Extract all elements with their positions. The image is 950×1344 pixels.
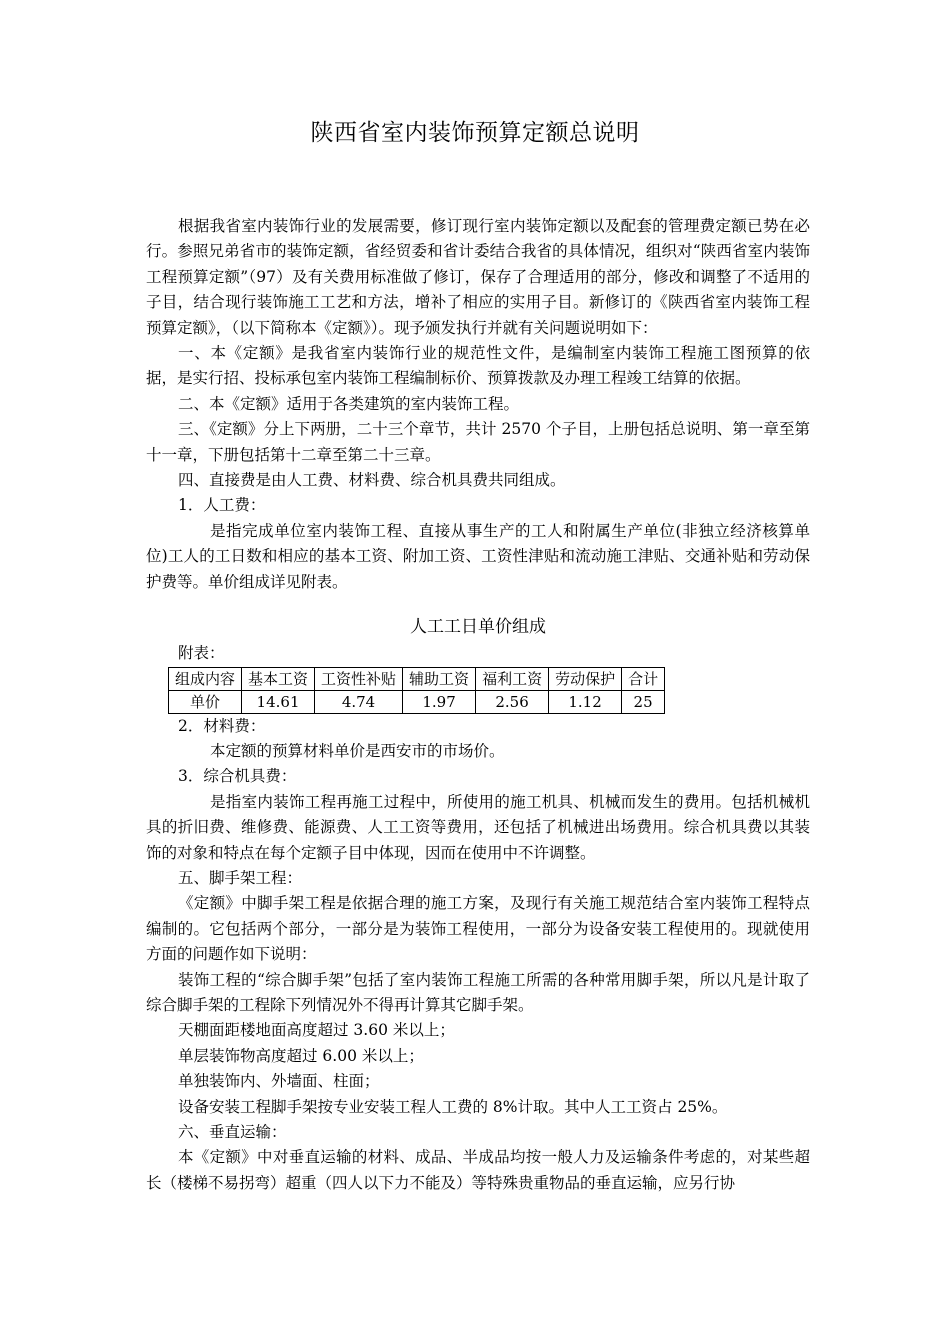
document-title: 陕西省室内装饰预算定额总说明 [310,120,640,146]
document-body [146,214,810,1196]
table-cell: 1.97 [403,690,476,713]
wage-table-caption: 附表： [178,644,225,663]
section-3-paragraph: 三、《定额》分上下两册，二十三个章节，共计 2570 个子目，上册包括总说明、第一章至第十一章，下册包括第十二章至第二十三章。 [146,420,810,464]
labor-cost-paragraph: 是指完成单位室内装饰工程、直接从事生产的工人和附属生产单位(非独立经济核算单位)工人的工日数和相应的基本工资、附加工资、工资性津贴和流动施工津贴、交通补贴和劳动保护费等。单价组成详见附表。 [146,521,810,591]
table-header-cell: 福利工资 [476,667,549,690]
table-cell: 4.74 [315,690,403,713]
table-header-cell: 基本工资 [242,667,315,690]
table-cell: 单价 [169,690,242,713]
scaffold-paragraph-2: 装饰工程的“综合脚手架”包括了室内装饰工程施工所需的各种常用脚手架，所以凡是计取了综合脚手架的工程除下列情况外不得再计算其它脚手架。 [146,970,810,1014]
table-cell: 1.12 [549,690,622,713]
scaffold-item-3: 单独装饰内、外墙面、柱面； [178,1072,380,1091]
section-2-paragraph: 二、本《定额》适用于各类建筑的室内装饰工程。 [178,394,520,413]
labor-cost-heading: 1．人工费： [178,496,266,515]
scaffold-paragraph-1: 《定额》中脚手架工程是依据合理的施工方案，及现行有关施工规范结合室内装饰工程特点编制的。它包括两个部分，一部分是为装饰工程使用，一部分为设备安装工程使用的。现就使用方面的问题作如下说明： [146,894,810,964]
section-4-paragraph: 四、直接费是由人工费、材料费、综合机具费共同组成。 [178,471,566,490]
scaffold-item-2: 单层装饰物高度超过 6.00 米以上； [178,1046,424,1065]
intro-paragraph: 根据我省室内装饰行业的发展需要，修订现行室内装饰定额以及配套的管理费定额已势在必行。参照兄弟省市的装饰定额，省经贸委和省计委结合我省的具体情况，组织对“陕西省室内装饰工程预算定额”（97）及有关费用标准做了修订，保存了合理适用的部分，修改和调整了不适用的子目，结合现行装饰施工工艺和方法，增补了相应的实用子目。新修订的《陕西省室内装饰工程预算定额》，（以下简称本《定额》）。现予颁发执行并就有关问题说明如下： [146,217,810,337]
section-5-heading: 五、脚手架工程： [178,868,303,887]
table-header-row [169,667,665,690]
scaffold-item-4: 设备安装工程脚手架按专业安装工程人工费的 8%计取。其中人工工资占 25%。 [178,1097,728,1116]
table-header-cell: 劳动保护 [549,667,622,690]
section-1-paragraph: 一、本《定额》是我省室内装饰行业的规范性文件，是编制室内装饰工程施工图预算的依据，是实行招、投标承包室内装饰工程编制标价、预算拨款及办理工程竣工结算的依据。 [146,344,810,388]
section-6-heading: 六、垂直运输： [178,1123,287,1141]
vertical-transport-paragraph: 本《定额》中对垂直运输的材料、成品、半成品均按一般人力及运输条件考虑的，对某些超长（楼梯不易拐弯）超重（四人以下力不能及）等特殊贵重物品的垂直运输，应另行协 [146,1148,810,1192]
machine-cost-heading: 3．综合机具费： [178,767,297,786]
wage-table [168,667,665,714]
table-header-cell: 组成内容 [169,667,242,690]
table-cell: 14.61 [242,690,315,713]
material-cost-heading: 2．材料费： [178,716,266,735]
table-header-cell: 辅助工资 [403,667,476,690]
wage-table-title: 人工工日单价组成 [410,617,546,638]
table-cell: 2.56 [476,690,549,713]
table-header-cell: 工资性补贴 [315,667,403,690]
table-row [169,690,665,713]
table-cell: 25 [622,690,665,713]
table-header-cell: 合计 [622,667,665,690]
machine-cost-paragraph: 是指室内装饰工程再施工过程中，所使用的施工机具、机械而发生的费用。包括机械机具的折旧费、维修费、能源费、人工工资等费用，还包括了机械进出场费用。综合机具费以其装饰的对象和特点在每个定额子目中体现，因而在使用中不许调整。 [146,792,810,862]
scaffold-item-1: 天棚面距楼地面高度超过 3.60 米以上； [178,1021,455,1040]
material-cost-paragraph: 本定额的预算材料单价是西安市的市场价。 [210,741,505,760]
